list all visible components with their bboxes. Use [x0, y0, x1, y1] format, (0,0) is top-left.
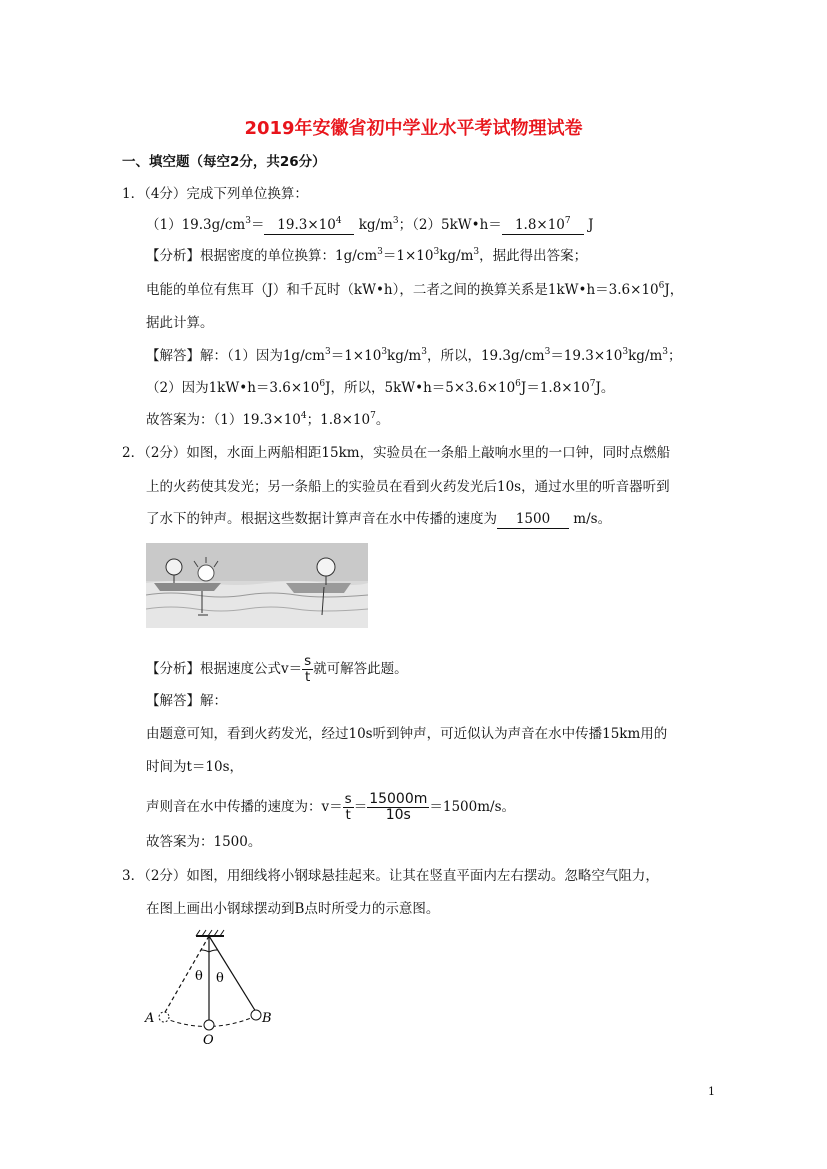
q1-analysis-3: 据此计算。	[146, 315, 214, 331]
label-o: O	[203, 1033, 214, 1048]
q1-head: 1．（4分）完成下列单位换算：	[122, 186, 308, 202]
section-heading: 一、填空题（每空2分，共26分）	[122, 154, 326, 170]
q1-solve-2: （2）因为$1kW•h=3.6\times 10^6J$，所以，$5kW•h=5\times 3.6\times 10^6J=1.8\times 10^7J$。	[146, 379, 615, 396]
label-a: A	[145, 1011, 155, 1026]
pendulum-diagram	[140, 926, 280, 1048]
q2-answer: 1500	[497, 510, 569, 529]
speed-fraction: $\frac{s}{t}$	[304, 653, 312, 685]
page-number: 1	[708, 1085, 715, 1098]
theta-left: θ	[195, 969, 203, 984]
label-b: B	[262, 1011, 272, 1026]
q2-line-1: 2．（2分）如图，水面上两船相距15km，实验员在一条船上敲响水里的一口钟，同时点燃船	[122, 445, 671, 461]
q1-solve-1: 【解答】解：（1）因为$1g/cm^3=1\times 10^3kg/m^3$，所以，$19.3g/cm^3=19.3\times 10^3kg/m^3$；	[146, 347, 682, 364]
page-title: 2019年安徽省初中学业水平考试物理试卷	[244, 118, 583, 139]
q2-solve-1: 由题意可知，看到火药发光，经过10s听到钟声，可近似认为声音在水中传播15km用的	[146, 726, 668, 742]
q1-final: 故答案为：$(1)19.3\times 10^4$；$1.8\times 10^7$。	[146, 411, 390, 428]
q1-analysis-2: 电能的单位有焦耳（J）和千瓦时（kW•h），二者之间的换算关系是$1kW•h=3.6\times 10^6J$，	[146, 281, 684, 298]
value-fraction: $\frac{15000m}{10s}$	[369, 791, 428, 823]
q2-analysis: 【分析】根据速度公式v＝ $\frac{s}{t}$ 就可解答此题。	[146, 653, 408, 685]
theta-right: θ	[216, 971, 224, 986]
q2-solve-head: 【解答】解：	[146, 693, 227, 709]
q1-answer-1: $19.3\times 10^4$	[264, 216, 354, 235]
q1-problem: $(1)19.3g/cm^3= 19.3\times 10^4$ $kg/m^3$；（2）5kW•h＝ $1.8\times 10^7$ J	[146, 216, 594, 233]
boats-illustration	[146, 543, 368, 628]
q3-line-1: 3．（2分）如图，用细线将小钢球悬挂起来。让其在竖直平面内左右摆动。忽略空气阻力，	[122, 868, 659, 884]
q2-line-2: 上的火药使其发光；另一条船上的实验员在看到火药发光后10s，通过水里的听音器听到	[146, 479, 670, 495]
q2-line-3: 了水下的钟声。根据这些数据计算声音在水中传播的速度为 1500 m/s。	[146, 511, 612, 527]
q2-final: 故答案为：1500。	[146, 834, 262, 850]
q2-solve-3: 声则音在水中传播的速度为：v＝ $\frac{s}{t}$ ＝ $\frac{15000m}{10s}$ ＝1500m/s。	[146, 791, 516, 823]
q1-answer-2: $1.8\times 10^7$	[502, 216, 584, 235]
q1-analysis-1: 【分析】根据密度的单位换算：$1g/cm^3=1\times 10^3kg/m^3$，据此得出答案；	[146, 247, 588, 264]
q2-solve-2: 时间为t＝10s，	[146, 759, 244, 775]
q3-line-2: 在图上画出小钢球摆动到B点时所受力的示意图。	[146, 901, 440, 917]
